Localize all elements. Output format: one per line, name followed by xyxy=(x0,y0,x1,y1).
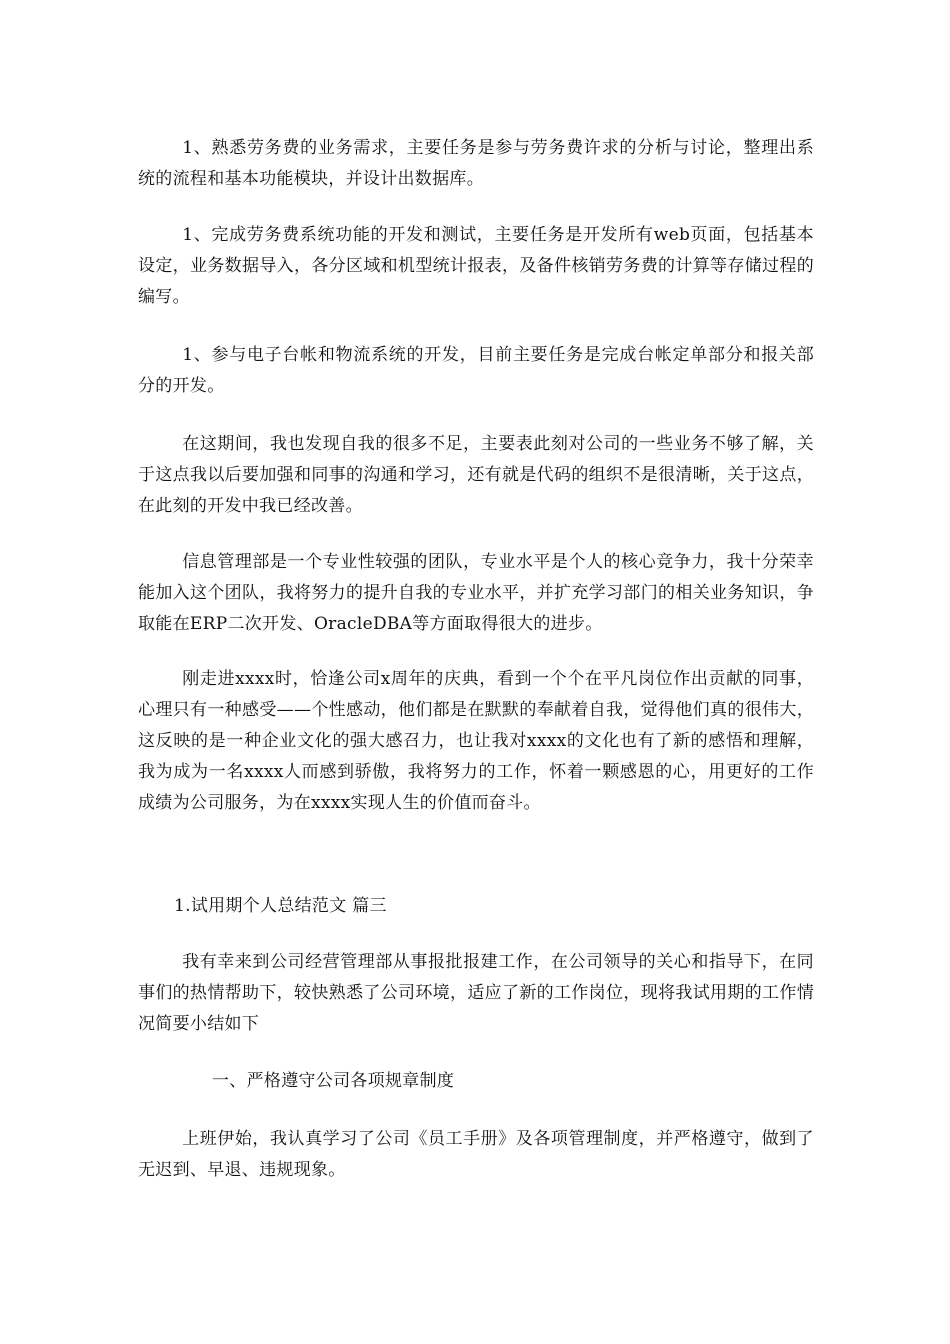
paragraph-team: 信息管理部是一个专业性较强的团队，专业水平是个人的核心竞争力，我十分荣幸能加入这个团队，我将努力的提升自我的专业水平，并扩充学习部门的相关业务知识，争取能在ERP二次开发、OracleDBA等方面取得很大的进步。 xyxy=(138,552,814,634)
paragraph-shortcomings: 在这期间，我也发现自我的很多不足，主要表此刻对公司的一些业务不够了解，关于这点我以后要加强和同事的沟通和学习，还有就是代码的组织不是很清晰，关于这点，在此刻的开发中我已经改善。 xyxy=(138,434,814,516)
paragraph-culture: 刚走进xxxx时，恰逢公司x周年的庆典，看到一个个在平凡岗位作出贡献的同事，心理只有一种感受——个性感动，他们都是在默默的奉献着自我，觉得他们真的很伟大，这反映的是一种企业文化的强大感召力，也让我对xxxx的文化也有了新的感悟和理解，我为成为一名xxxx人而感到骄傲，我将努力的工作，怀着一颗感恩的心，用更好的工作成绩为公司服务，为在xxxx实现人生的价值而奋斗。 xyxy=(138,669,814,813)
section-heading: 一、严格遵守公司各项规章制度 xyxy=(212,1071,455,1091)
paragraph-intro: 我有幸来到公司经营管理部从事报批报建工作，在公司领导的关心和指导下，在同事们的热情帮助下，较快熟悉了公司环境，适应了新的工作岗位，现将我试用期的工作情况简要小结如下 xyxy=(138,952,814,1034)
paragraph-requirements: 1、熟悉劳务费的业务需求，主要任务是参与劳务费许求的分析与讨论，整理出系统的流程和基本功能模块，并设计出数据库。 xyxy=(138,138,814,189)
paragraph-rules: 上班伊始，我认真学习了公司《员工手册》及各项管理制度，并严格遵守，做到了无迟到、早退、违规现象。 xyxy=(138,1129,814,1180)
article-heading: 1.试用期个人总结范文 篇三 xyxy=(174,896,387,916)
paragraph-logistics: 1、参与电子台帐和物流系统的开发，目前主要任务是完成台帐定单部分和报关部分的开发。 xyxy=(138,345,814,396)
paragraph-development: 1、完成劳务费系统功能的开发和测试，主要任务是开发所有web页面，包括基本设定，业务数据导入，各分区域和机型统计报表，及备件核销劳务费的计算等存储过程的编写。 xyxy=(138,225,814,307)
